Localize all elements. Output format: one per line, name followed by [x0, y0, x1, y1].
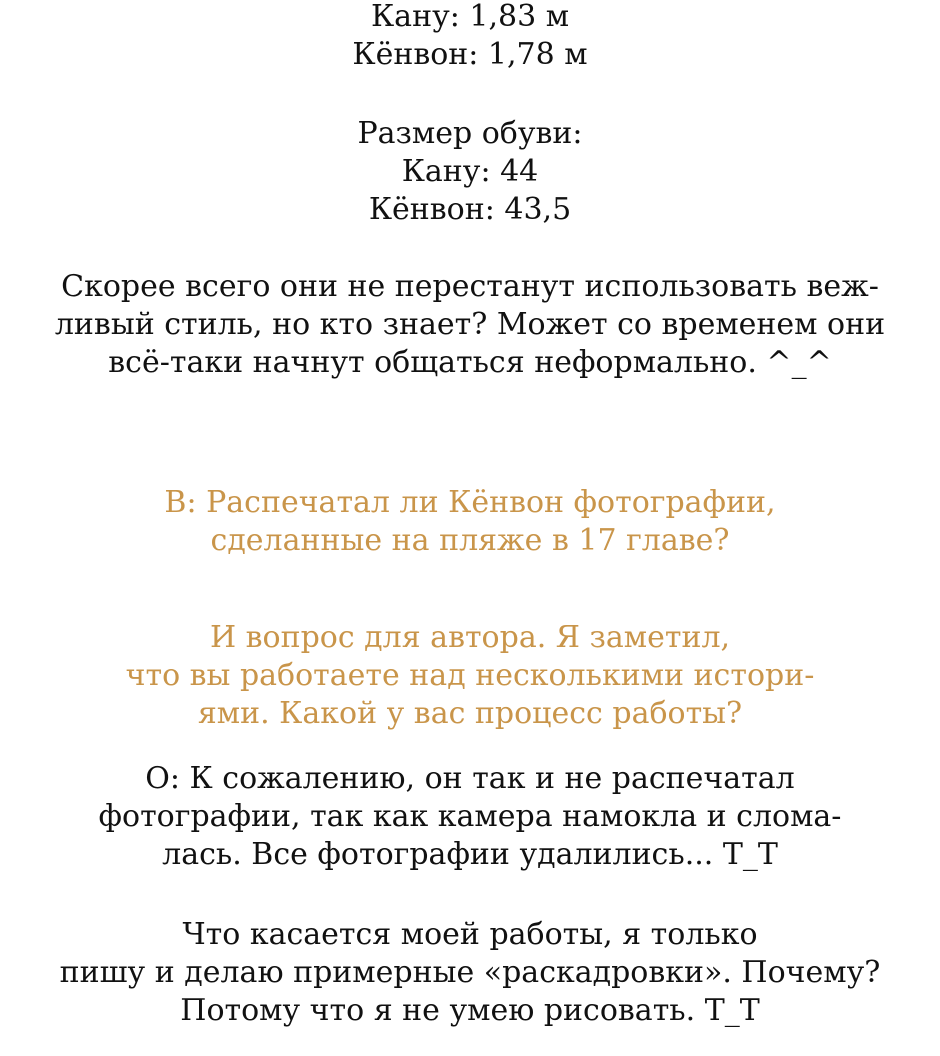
answer-line: лась. Все фотографии удалились... Т_Т: [162, 837, 778, 872]
paragraph-line: ливый стиль, но кто знает? Может со временем они: [54, 307, 886, 342]
question-photos: [0, 484, 940, 560]
heights-block: [0, 0, 940, 74]
shoe-size-block: [0, 115, 940, 229]
question-line: ями. Какой у вас процесс работы?: [197, 696, 743, 731]
question-line: В: Распечатал ли Кёнвон фотографии,: [164, 485, 776, 520]
polite-style-paragraph: [0, 268, 940, 382]
question-line: И вопрос для автора. Я заметил,: [209, 620, 731, 655]
answer-photos: [0, 760, 940, 874]
shoe-size-kanu: Кану: 44: [401, 154, 539, 189]
height-kanu: Кану: 1,83 м: [370, 0, 570, 34]
height-kyonwon: Кёнвон: 1,78 м: [352, 37, 588, 72]
question-line: сделанные на пляже в 17 главе?: [210, 523, 730, 558]
answer-line: О: К сожалению, он так и не распечатал: [145, 761, 795, 796]
answer-line: пишу и делаю примерные «раскадровки». Почему?: [59, 955, 881, 990]
question-author: [0, 619, 940, 733]
shoe-size-kyonwon: Кёнвон: 43,5: [368, 192, 572, 227]
answer-line: Что касается моей работы, я только: [182, 917, 758, 952]
shoe-size-heading: Размер обуви:: [357, 116, 583, 151]
answer-line: Потому что я не умею рисовать. Т_Т: [180, 993, 760, 1028]
question-line: что вы работаете над несколькими истори-: [125, 658, 815, 693]
answer-work: [0, 916, 940, 1030]
paragraph-line: всё-таки начнут общаться неформально. ^_^: [108, 345, 832, 380]
answer-line: фотографии, так как камера намокла и слома-: [98, 799, 842, 834]
paragraph-line: Скорее всего они не перестанут использовать веж-: [61, 269, 879, 304]
